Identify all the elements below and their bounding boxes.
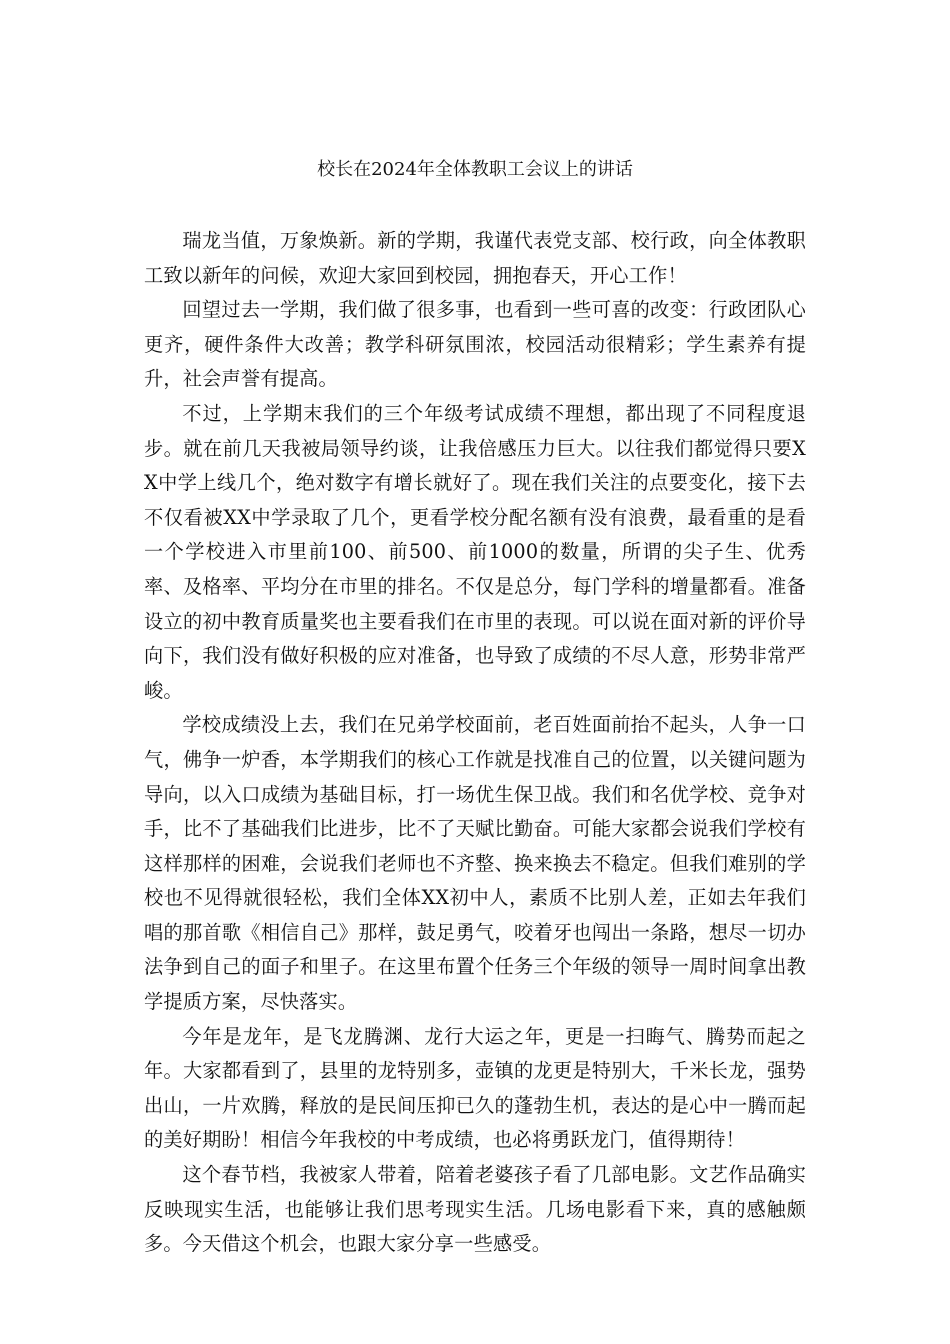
paragraph-core-work: 学校成绩没上去，我们在兄弟学校面前，老百姓面前抬不起头，人争一口气，佛争一炉香，本学期我们的核心工作就是找准自己的位置，以关键问题为导向，以入口成绩为基础目标，打一场优生保卫战。我们和名优学校、竞争对手，比不了基础我们比进步，比不了天赋比勤奋。可能大家都会说我们学校有这样那样的困难，会说我们老师也不齐整、换来换去不稳定。但我们难别的学校也不见得就很轻松，我们全体XX初中人，素质不比别人差，正如去年我们唱的那首歌《相信自己》那样，鼓足勇气，咬着牙也闯出一条路，想尽一切办法争到自己的面子和里子。在这里布置个任务三个年级的领导一周时间拿出教学提质方案，尽快落实。 (144, 713, 806, 1014)
document-title: 校长在2024年全体教职工会议上的讲话 (317, 159, 633, 180)
document-body (144, 224, 806, 1262)
paragraph-spring-festival: 这个春节档，我被家人带着，陪着老婆孩子看了几部电影。文艺作品确实反映现实生活，也能够让我们思考现实生活。几场电影看下来，真的感触颇多。今天借这个机会，也跟大家分享一些感受。 (144, 1163, 806, 1256)
paragraph-exam-results: 不过，上学期末我们的三个年级考试成绩不理想，都出现了不同程度退步。就在前几天我被局领导约谈，让我倍感压力巨大。以往我们都觉得只要XX中学上线几个，绝对数字有增长就好了。现在我们关注的点要变化，接下去不仅看被XX中学录取了几个，更看学校分配名额有没有浪费，最看重的是看一个学校进入市里前100、前500、前1000的数量，所谓的尖子生、优秀率、及格率、平均分在市里的排名。不仅是总分，每门学科的增量都看。准备设立的初中教育质量奖也主要看我们在市里的表现。可以说在面对新的评价导向下，我们没有做好积极的应对准备，也导致了成绩的不尽人意，形势非常严峻。 (144, 401, 806, 702)
paragraph-dragon-year: 今年是龙年，是飞龙腾渊、龙行大运之年，更是一扫晦气、腾势而起之年。大家都看到了，县里的龙特别多，壶镇的龙更是特别大，千米长龙，强势出山，一片欢腾，释放的是民间压抑已久的蓬勃生机，表达的是心中一腾而起的美好期盼！相信今年我校的中考成绩，也必将勇跃龙门，值得期待！ (144, 1024, 806, 1152)
paragraph-greeting: 瑞龙当值，万象焕新。新的学期，我谨代表党支部、校行政，向全体教职工致以新年的问候，欢迎大家回到校园，拥抱春天，开心工作！ (144, 229, 806, 287)
paragraph-review: 回望过去一学期，我们做了很多事，也看到一些可喜的改变：行政团队心更齐，硬件条件大改善；教学科研氛围浓，校园活动很精彩；学生素养有提升，社会声誉有提高。 (144, 298, 806, 391)
